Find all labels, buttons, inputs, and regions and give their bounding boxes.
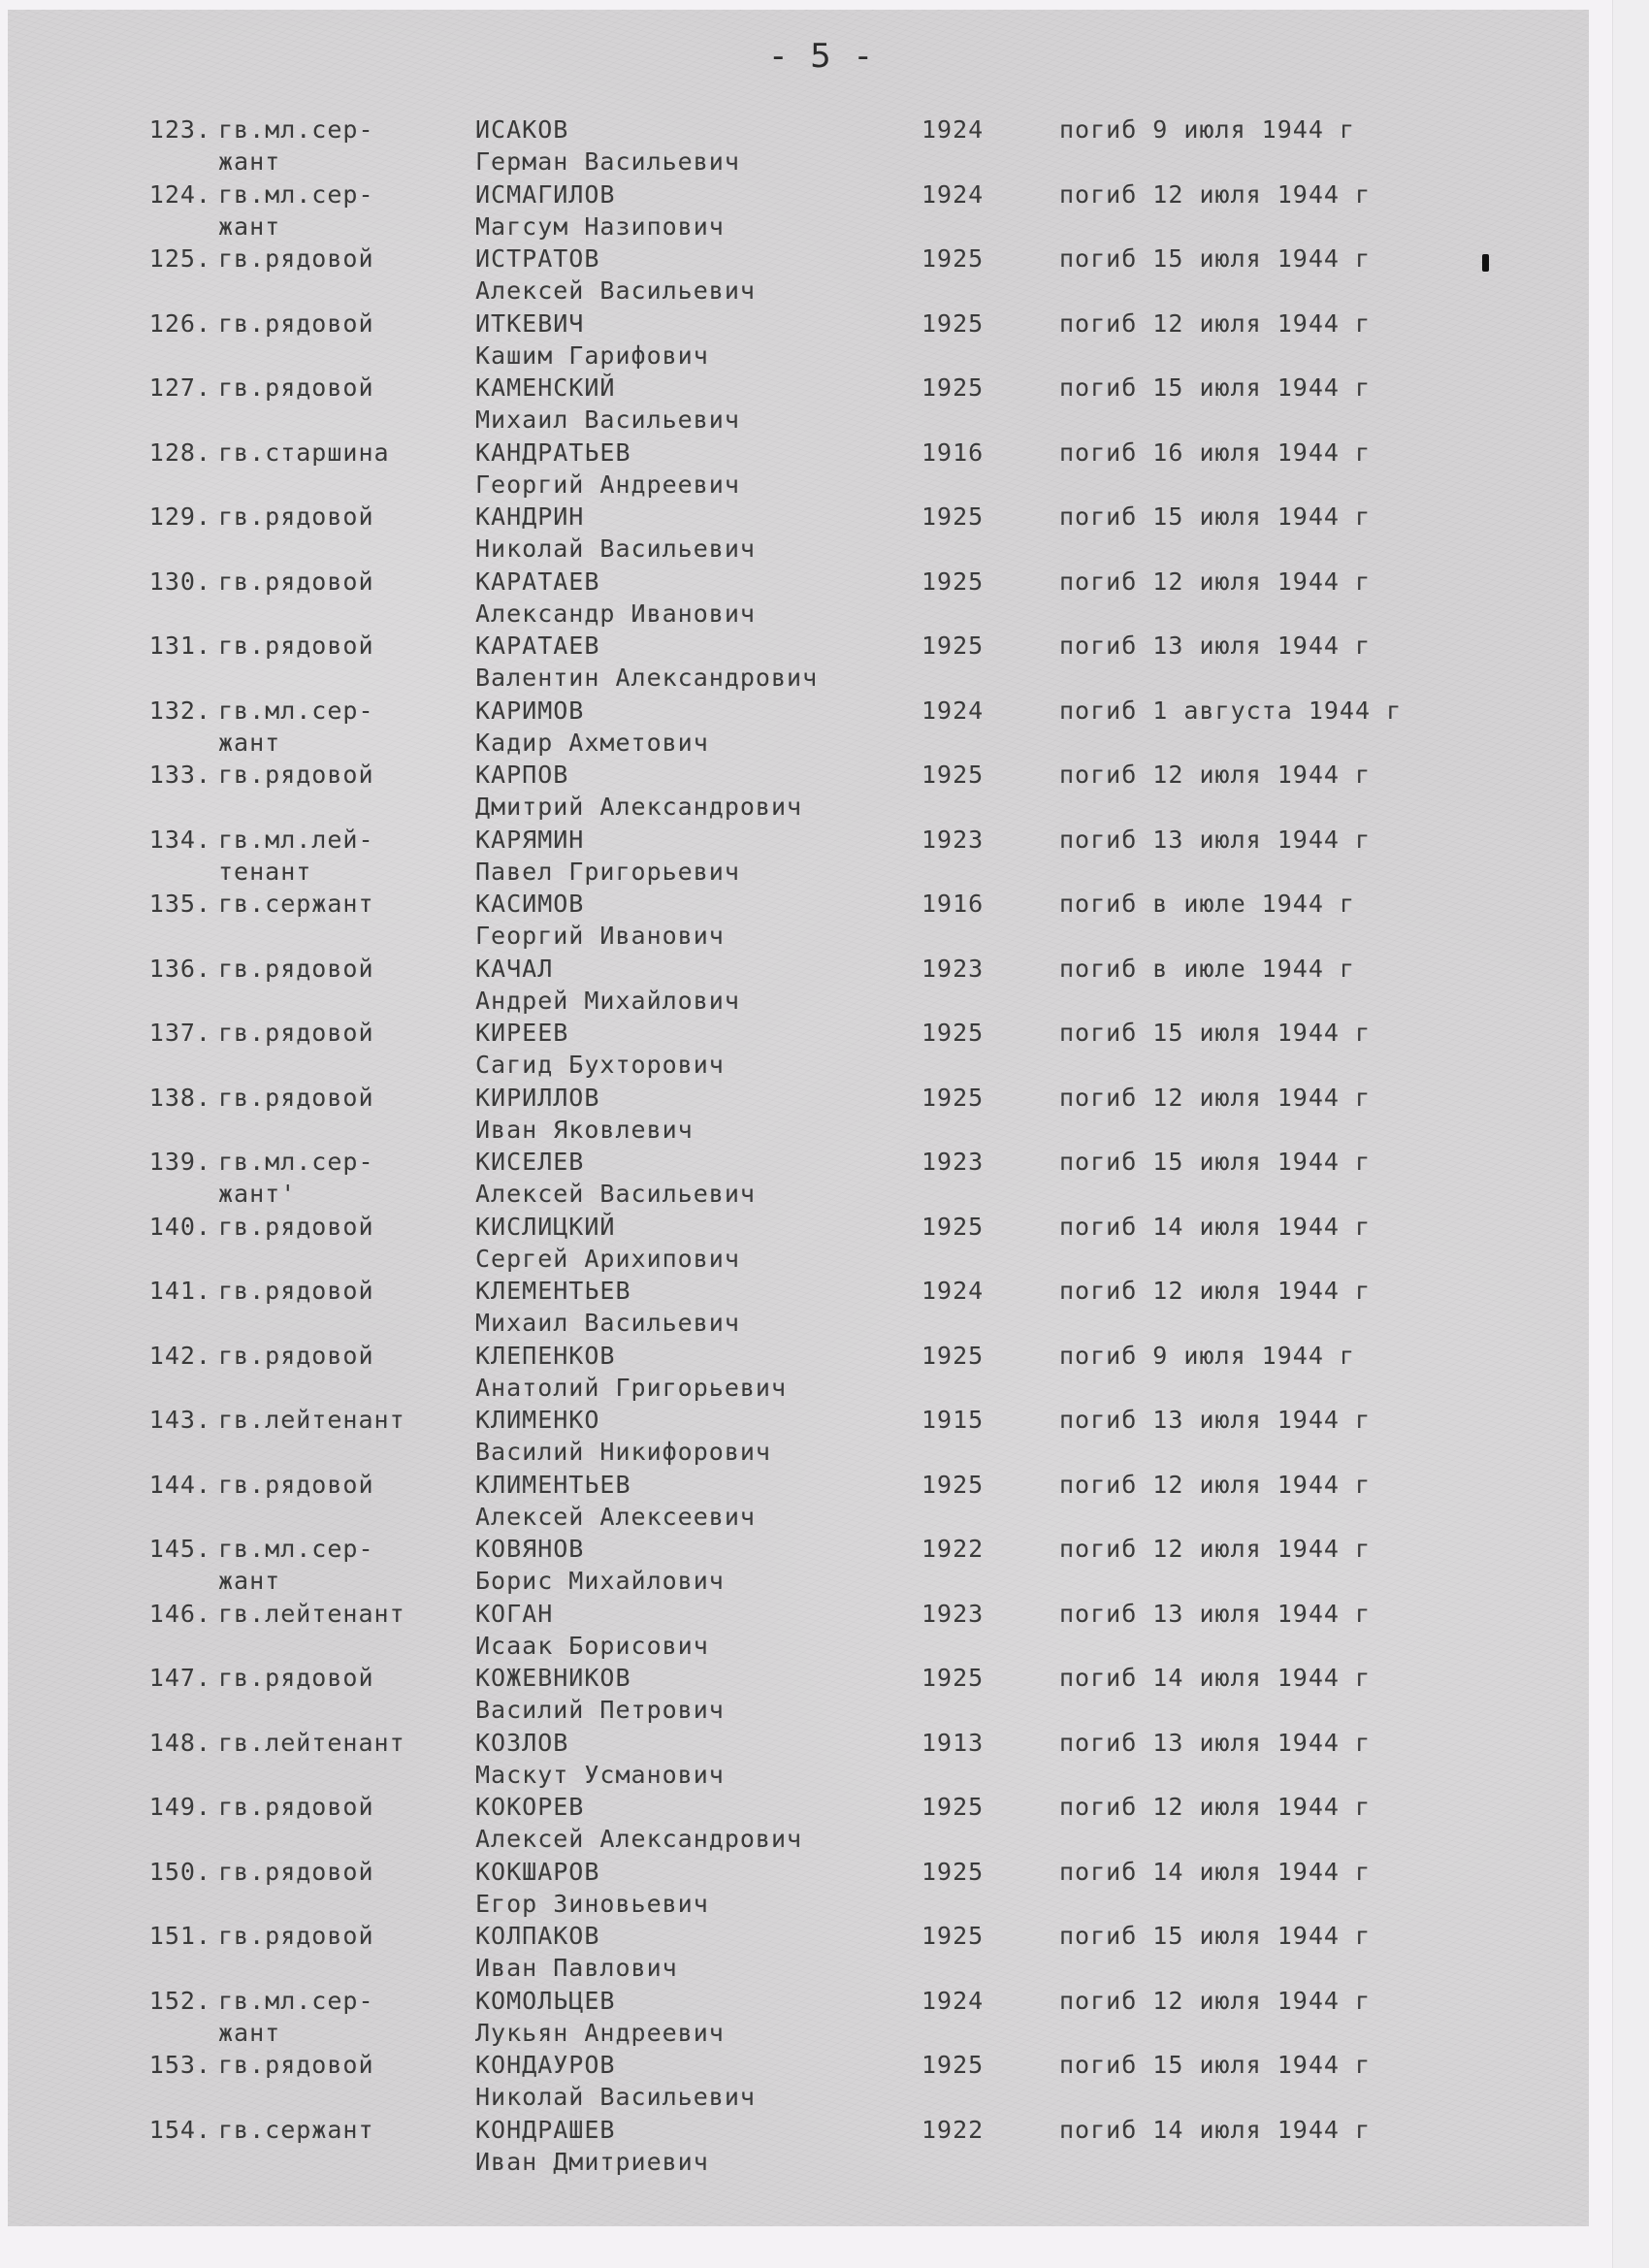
birth-year: 1925 (922, 244, 985, 273)
death-record: погиб 13 июля 1944 г (1059, 632, 1372, 660)
given-names: Георгий Иванович (475, 922, 725, 950)
death-record: погиб 12 июля 1944 г (1059, 1535, 1372, 1563)
rank-line-2: жант (218, 211, 281, 241)
entry-number: 138. (148, 1083, 211, 1112)
given-names: Николай Васильевич (475, 535, 756, 563)
entry-number: 152. (148, 1986, 211, 2015)
rank-line-2: жант (218, 147, 281, 176)
surname: КОКОРЕВ (475, 1793, 585, 1821)
death-record: погиб 15 июля 1944 г (1059, 373, 1372, 402)
rank-line-1: гв.рядовой (218, 1922, 374, 1950)
rank-line-1: гв.рядовой (218, 308, 374, 338)
death-record: погиб 14 июля 1944 г (1059, 1857, 1372, 1886)
birth-year: 1922 (922, 1535, 985, 1563)
list-entry (0, 1985, 1591, 2050)
birth-year: 1923 (922, 1148, 985, 1176)
list-entry (0, 953, 1591, 1018)
list-entry (0, 243, 1591, 308)
surname: ИСТРАТОВ (475, 244, 600, 273)
rank-line-1: гв.мл.сер- (218, 1535, 374, 1563)
birth-year: 1924 (922, 179, 985, 209)
birth-year: 1924 (922, 1277, 985, 1305)
surname: КОНДРАШЕВ (475, 2115, 616, 2144)
rank-line-1: гв.мл.сер- (218, 1148, 374, 1176)
birth-year: 1925 (922, 1212, 985, 1241)
rank-line-1: гв.рядовой (218, 1212, 374, 1241)
page-number: - 5 - (772, 37, 877, 76)
death-record: погиб 12 июля 1944 г (1059, 761, 1372, 789)
rank-line-1: гв.рядовой (218, 1083, 374, 1112)
given-names: Алексей Алексеевич (475, 1502, 756, 1531)
birth-year: 1915 (922, 1406, 985, 1434)
list-entry (0, 1856, 1591, 1921)
birth-year: 1923 (922, 825, 985, 854)
rank-line-1: гв.рядовой (218, 502, 374, 531)
list-entry (0, 2114, 1591, 2179)
surname: ИСМАГИЛОВ (475, 179, 616, 209)
rank-line-2: жант (218, 1567, 281, 1595)
entry-number: 144. (148, 1470, 211, 1499)
birth-year: 1924 (922, 1986, 985, 2015)
birth-year: 1925 (922, 1922, 985, 1950)
entry-number: 130. (148, 567, 211, 596)
death-record: погиб 12 июля 1944 г (1059, 567, 1372, 596)
list-entry (0, 1340, 1591, 1405)
death-record: погиб 16 июля 1944 г (1059, 437, 1372, 467)
entry-number: 125. (148, 244, 211, 273)
rank-line-1: гв.мл.лей- (218, 825, 374, 854)
entry-number: 145. (148, 1535, 211, 1563)
list-entry (0, 178, 1591, 243)
surname: КЛЕПЕНКОВ (475, 1341, 616, 1370)
given-names: Алексей Александрович (475, 1825, 803, 1853)
death-record: погиб 12 июля 1944 г (1059, 179, 1372, 209)
surname: КАМЕНСКИЙ (475, 373, 616, 402)
birth-year: 1916 (922, 890, 985, 918)
death-record: погиб 13 июля 1944 г (1059, 1728, 1372, 1757)
entry-number: 123. (148, 115, 211, 144)
given-names: Валентин Александрович (475, 664, 819, 692)
list-entry (0, 1533, 1591, 1598)
birth-year: 1922 (922, 2115, 985, 2144)
rank-line-2: тенант (218, 857, 312, 886)
entry-number: 127. (148, 373, 211, 402)
surname: КЛЕМЕНТЬЕВ (475, 1277, 631, 1305)
given-names: Кашим Гарифович (475, 340, 709, 370)
death-record: погиб 15 июля 1944 г (1059, 502, 1372, 531)
birth-year: 1925 (922, 761, 985, 789)
birth-year: 1925 (922, 1793, 985, 1821)
birth-year: 1925 (922, 308, 985, 338)
death-record: погиб 15 июля 1944 г (1059, 1922, 1372, 1950)
entry-number: 128. (148, 437, 211, 467)
list-entry (0, 1791, 1591, 1856)
rank-line-1: гв.рядовой (218, 244, 374, 273)
rank-line-1: гв.рядовой (218, 761, 374, 789)
entry-number: 154. (148, 2115, 211, 2144)
death-record: погиб 15 июля 1944 г (1059, 1019, 1372, 1047)
birth-year: 1925 (922, 2051, 985, 2079)
given-names: Герман Васильевич (475, 147, 740, 176)
given-names: Василий Петрович (475, 1696, 725, 1724)
death-record: погиб 12 июля 1944 г (1059, 1470, 1372, 1499)
birth-year: 1925 (922, 1341, 985, 1370)
given-names: Николай Васильевич (475, 2083, 756, 2111)
given-names: Павел Григорьевич (475, 857, 740, 886)
death-record: погиб 14 июля 1944 г (1059, 1664, 1372, 1692)
surname: КАЧАЛ (475, 954, 554, 983)
list-entry (0, 437, 1591, 502)
entry-number: 134. (148, 825, 211, 854)
list-entry (0, 501, 1591, 566)
rank-line-1: гв.рядовой (218, 954, 374, 983)
surname: КАНДРАТЬЕВ (475, 437, 631, 467)
given-names: Магсум Назипович (475, 211, 725, 241)
rank-line-1: гв.мл.сер- (218, 115, 374, 144)
birth-year: 1925 (922, 1857, 985, 1886)
given-names: Исаак Борисович (475, 1631, 709, 1660)
given-names: Сергей Арихипович (475, 1244, 740, 1273)
surname: КОЛПАКОВ (475, 1922, 600, 1950)
list-entry (0, 888, 1591, 953)
given-names: Алексей Васильевич (475, 276, 756, 305)
entry-number: 139. (148, 1148, 211, 1176)
given-names: Анатолий Григорьевич (475, 1373, 788, 1402)
death-record: погиб в июле 1944 г (1059, 890, 1355, 918)
list-entry (0, 824, 1591, 889)
death-record: погиб 14 июля 1944 г (1059, 1212, 1372, 1241)
death-record: погиб 14 июля 1944 г (1059, 2115, 1372, 2144)
given-names: Василий Никифорович (475, 1438, 771, 1466)
birth-year: 1916 (922, 437, 985, 467)
given-names: Егор Зиновьевич (475, 1889, 709, 1918)
entry-number: 149. (148, 1793, 211, 1821)
casualty-list (0, 113, 1591, 2178)
birth-year: 1923 (922, 1599, 985, 1628)
death-record: погиб 9 июля 1944 г (1059, 115, 1355, 144)
surname: КИСЕЛЕВ (475, 1148, 585, 1176)
surname: КАРАТАЕВ (475, 632, 600, 660)
list-entry (0, 759, 1591, 824)
death-record: погиб в июле 1944 г (1059, 954, 1355, 983)
surname: КИСЛИЦКИЙ (475, 1212, 616, 1241)
entry-number: 153. (148, 2051, 211, 2079)
surname: КОМОЛЬЦЕВ (475, 1986, 616, 2015)
rank-line-1: гв.рядовой (218, 373, 374, 402)
birth-year: 1925 (922, 373, 985, 402)
surname: КОЗЛОВ (475, 1728, 569, 1757)
birth-year: 1913 (922, 1728, 985, 1757)
given-names: Алексей Васильевич (475, 1180, 756, 1208)
entry-number: 126. (148, 308, 211, 338)
birth-year: 1923 (922, 954, 985, 983)
entry-number: 137. (148, 1019, 211, 1047)
list-entry (0, 1469, 1591, 1534)
rank-line-1: гв.старшина (218, 437, 390, 467)
entry-number: 143. (148, 1406, 211, 1434)
given-names: Борис Михайлович (475, 1567, 725, 1595)
death-record: погиб 12 июля 1944 г (1059, 1277, 1372, 1305)
surname: КАРИМОВ (475, 696, 585, 725)
entry-number: 135. (148, 890, 211, 918)
birth-year: 1925 (922, 1664, 985, 1692)
list-entry (0, 566, 1591, 631)
list-entry (0, 1082, 1591, 1147)
given-names: Сагид Бухторович (475, 1051, 725, 1079)
given-names: Андрей Михайлович (475, 986, 740, 1015)
death-record: погиб 15 июля 1944 г (1059, 1148, 1372, 1176)
list-entry (0, 1598, 1591, 1663)
entry-number: 129. (148, 502, 211, 531)
list-entry (0, 1146, 1591, 1211)
rank-line-1: гв.рядовой (218, 1857, 374, 1886)
rank-line-2: жант' (218, 1180, 297, 1208)
given-names: Александр Иванович (475, 599, 756, 628)
rank-line-1: гв.рядовой (218, 567, 374, 596)
given-names: Дмитрий Александрович (475, 793, 803, 821)
entry-number: 148. (148, 1728, 211, 1757)
entry-number: 133. (148, 761, 211, 789)
death-record: погиб 15 июля 1944 г (1059, 2051, 1372, 2079)
rank-line-1: гв.рядовой (218, 1019, 374, 1047)
entry-number: 140. (148, 1212, 211, 1241)
surname: КАРЯМИН (475, 825, 585, 854)
entry-number: 151. (148, 1922, 211, 1950)
rank-line-1: гв.рядовой (218, 1277, 374, 1305)
death-record: погиб 12 июля 1944 г (1059, 1986, 1372, 2015)
death-record: погиб 13 июля 1944 г (1059, 1599, 1372, 1628)
list-entry (0, 1920, 1591, 1985)
rank-line-1: гв.лейтенант (218, 1599, 405, 1628)
ink-mark (1482, 254, 1489, 272)
surname: КОВЯНОВ (475, 1535, 585, 1563)
entry-number: 132. (148, 696, 211, 725)
birth-year: 1925 (922, 1019, 985, 1047)
surname: ИТКЕВИЧ (475, 308, 585, 338)
rank-line-1: гв.рядовой (218, 1470, 374, 1499)
list-entry (0, 2049, 1591, 2114)
given-names: Иван Яковлевич (475, 1115, 694, 1144)
list-entry (0, 113, 1591, 178)
surname: КАРПОВ (475, 761, 569, 789)
surname: КАНДРИН (475, 502, 585, 531)
death-record: погиб 12 июля 1944 г (1059, 1083, 1372, 1112)
death-record: погиб 15 июля 1944 г (1059, 244, 1372, 273)
list-entry (0, 1727, 1591, 1792)
list-entry (0, 695, 1591, 760)
rank-line-1: гв.сержант (218, 890, 374, 918)
rank-line-1: гв.рядовой (218, 2051, 374, 2079)
entry-number: 136. (148, 954, 211, 983)
given-names: Маскут Усманович (475, 1760, 725, 1789)
given-names: Иван Павлович (475, 1954, 678, 1982)
rank-line-1: гв.рядовой (218, 1664, 374, 1692)
rank-line-1: гв.рядовой (218, 632, 374, 660)
rank-line-2: жант (218, 728, 281, 757)
surname: КАРАТАЕВ (475, 567, 600, 596)
birth-year: 1925 (922, 502, 985, 531)
birth-year: 1925 (922, 1470, 985, 1499)
rank-line-1: гв.мл.сер- (218, 179, 374, 209)
given-names: Иван Дмитриевич (475, 2147, 709, 2176)
rank-line-1: гв.сержант (218, 2115, 374, 2144)
death-record: погиб 1 августа 1944 г (1059, 696, 1403, 725)
surname: КОГАН (475, 1599, 554, 1628)
given-names: Кадир Ахметович (475, 728, 709, 757)
surname: КОЖЕВНИКОВ (475, 1664, 631, 1692)
rank-line-1: гв.мл.сер- (218, 1986, 374, 2015)
given-names: Георгий Андреевич (475, 470, 740, 499)
entry-number: 124. (148, 179, 211, 209)
birth-year: 1924 (922, 115, 985, 144)
list-entry (0, 308, 1591, 373)
entry-number: 147. (148, 1664, 211, 1692)
rank-line-1: гв.лейтенант (218, 1728, 405, 1757)
death-record: погиб 12 июля 1944 г (1059, 308, 1372, 338)
rank-line-1: гв.рядовой (218, 1341, 374, 1370)
surname: КОКШАРОВ (475, 1857, 600, 1886)
rank-line-1: гв.рядовой (218, 1793, 374, 1821)
surname: КЛИМЕНТЬЕВ (475, 1470, 631, 1499)
given-names: Лукьян Андреевич (475, 2018, 725, 2047)
birth-year: 1925 (922, 1083, 985, 1112)
surname: КЛИМЕНКО (475, 1406, 600, 1434)
entry-number: 131. (148, 632, 211, 660)
entry-number: 142. (148, 1341, 211, 1370)
birth-year: 1924 (922, 696, 985, 725)
birth-year: 1925 (922, 632, 985, 660)
rank-line-2: жант (218, 2018, 281, 2047)
entry-number: 150. (148, 1857, 211, 1886)
rank-line-1: гв.лейтенант (218, 1406, 405, 1434)
list-entry (0, 372, 1591, 437)
surname: КАСИМОВ (475, 890, 585, 918)
list-entry (0, 1017, 1591, 1082)
list-entry (0, 1211, 1591, 1276)
surname: КОНДАУРОВ (475, 2051, 616, 2079)
list-entry (0, 630, 1591, 695)
given-names: Михаил Васильевич (475, 405, 740, 434)
birth-year: 1925 (922, 567, 985, 596)
entry-number: 141. (148, 1277, 211, 1305)
list-entry (0, 1404, 1591, 1469)
scan-margin (1612, 0, 1649, 2268)
rank-line-1: гв.мл.сер- (218, 696, 374, 725)
surname: КИРИЛЛОВ (475, 1083, 600, 1112)
death-record: погиб 12 июля 1944 г (1059, 1793, 1372, 1821)
death-record: погиб 13 июля 1944 г (1059, 1406, 1372, 1434)
given-names: Михаил Васильевич (475, 1309, 740, 1337)
death-record: погиб 9 июля 1944 г (1059, 1341, 1355, 1370)
death-record: погиб 13 июля 1944 г (1059, 825, 1372, 854)
surname: ИСАКОВ (475, 115, 569, 144)
entry-number: 146. (148, 1599, 211, 1628)
list-entry (0, 1662, 1591, 1727)
surname: КИРЕЕВ (475, 1019, 569, 1047)
list-entry (0, 1275, 1591, 1340)
